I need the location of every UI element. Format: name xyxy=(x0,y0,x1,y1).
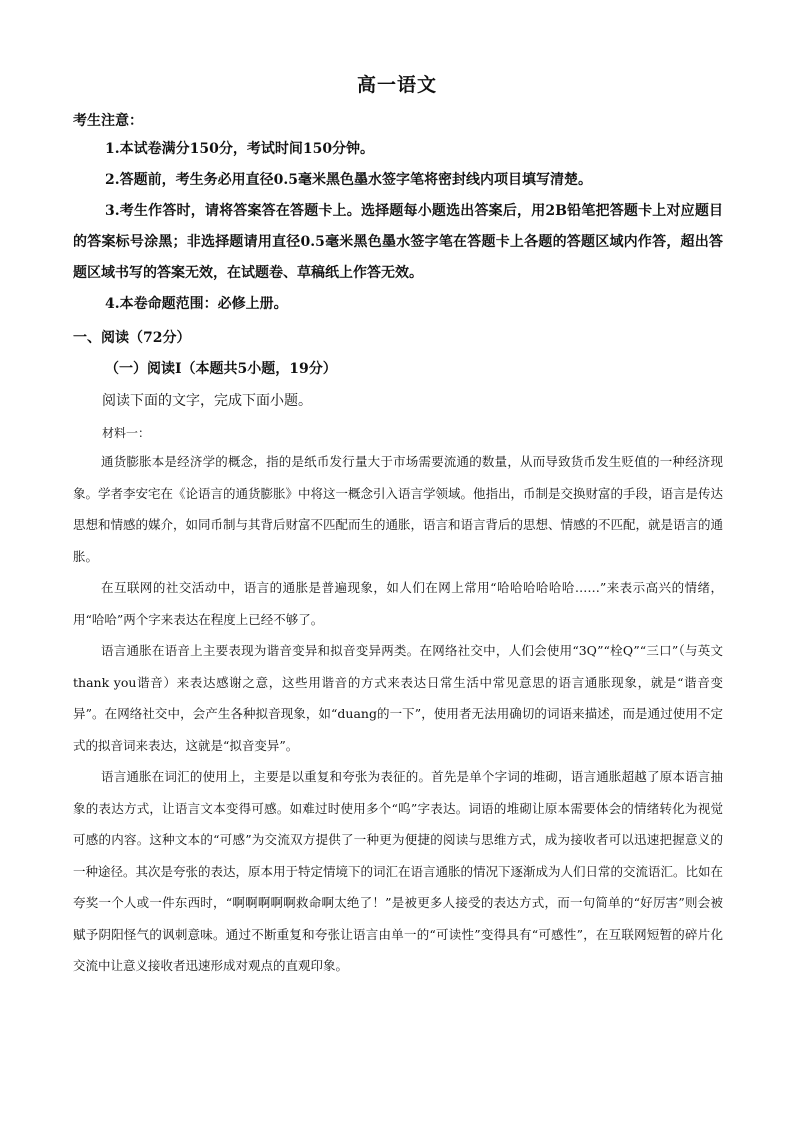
notice-label: 考生注意： xyxy=(73,113,143,129)
material-paragraph: 通货膨胀本是经济学的概念，指的是纸币发行量大于市场需要流通的数量，从而导致货币发生贬值的一种经济现象。学者李安宅在《论语言的通货膨胀》中将这一概念引入语言学领域。他指出，币制是交换财富的手段，语言是传达思想和情感的媒介，如同币制与其背后财富不匹配而生的通胀，语言和语言背后的思想、情感的不匹配，就是语言的通胀。 xyxy=(73,454,724,564)
notice-item-4: 4.本卷命题范围：必修上册。 xyxy=(105,296,288,312)
notice-item-3: 3.考生作答时，请将答案答在答题卡上。选择题每小题选出答案后，用2B铅笔把答题卡上对应题目的答案标号涂黑；非选择题请用直径0.5毫米黑色墨水签字笔在答题卡上各题的答题区域内作答，超出答题区域书写的答案无效，在试题卷、草稿纸上作答无效。 xyxy=(73,203,723,281)
notice-item-2: 2.答题前，考生务必用直径0.5毫米黑色墨水签字笔将密封线内项目填写清楚。 xyxy=(105,172,592,188)
page-title: 高一语文 xyxy=(356,74,437,96)
subsection-heading: （一）阅读Ⅰ（本题共5小题，19分） xyxy=(105,361,337,377)
notice-item-1: 1.本试卷满分150分，考试时间150分钟。 xyxy=(105,141,375,157)
section-heading: 一、阅读（72分） xyxy=(73,330,191,346)
material-paragraph: 在互联网的社交活动中，语言的通胀是普遍现象，如人们在网上常用“哈哈哈哈哈哈……”来表示高兴的情绪，用“哈哈”两个字来表达在程度上已经不够了。 xyxy=(73,580,723,627)
reading-instruction: 阅读下面的文字，完成下面小题。 xyxy=(102,393,312,409)
material-paragraph: 语言通胀在语音上主要表现为谐音变异和拟音变异两类。在网络社交中，人们会使用“3Q”“栓Q”“三口”（与英文thank you谐音）来表达感谢之意，这些用谐音的方式来表达日常生活中常见意思的语言通胀现象，就是“谐音变异”。在网络社交中，会产生各种拟音现象，如“duang的一下”，使用者无法用确切的词语来描述，而是通过使用不定式的拟音词来表达，这就是“拟音变异”。 xyxy=(73,643,723,753)
material-paragraph: 语言通胀在词汇的使用上，主要是以重复和夸张为表征的。首先是单个字词的堆砌，语言通胀超越了原本语言抽象的表达方式，让语言文本变得可感。如难过时使用多个“呜”字表达。词语的堆砌让原本需要体会的情绪转化为视觉可感的内容。这种文本的“可感”为交流双方提供了一种更为便捷的阅读与思维方式，成为接收者可以迅速把握意义的一种途径。其次是夸张的表达，原本用于特定情境下的词汇在语言通胀的情况下逐渐成为人们日常的交流语汇。比如在夸奖一个人或一件东西时，“啊啊啊啊啊救命啊太绝了！”是被更多人接受的表达方式，而一句简单的“好厉害”则会被赋予阴阳怪气的讽刺意味。通过不断重复和夸张让语言由单一的“可读性”变得具有“可感性”，在互联网短暂的碎片化交流中让意义接收者迅速形成对观点的直观印象。 xyxy=(73,769,724,973)
material-label: 材料一： xyxy=(102,426,151,440)
